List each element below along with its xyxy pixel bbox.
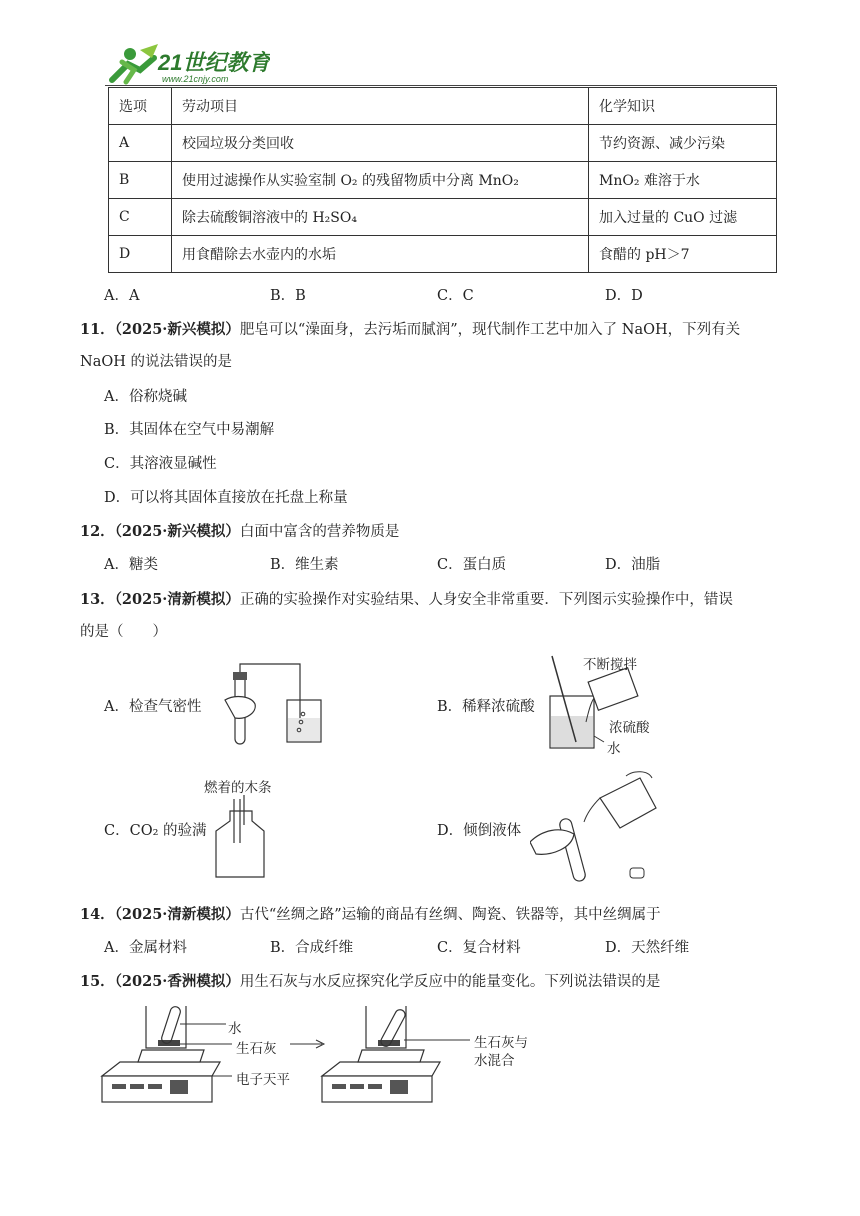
table-row	[109, 236, 777, 273]
question-11-stem-cont: NaOH 的说法错误的是	[80, 354, 232, 370]
choice-b[interactable]: B．B	[270, 288, 306, 304]
question-source: （2025·新兴模拟）	[114, 321, 240, 338]
question-number: 14．	[80, 906, 115, 923]
burning-stick-label: 燃着的木条	[204, 780, 272, 796]
choice-d[interactable]: D．天然纤维	[605, 940, 690, 956]
balance-left	[102, 1005, 220, 1102]
table-cell: A	[109, 125, 172, 162]
question-source: （2025·清新模拟）	[114, 591, 240, 608]
mixed-label-1: 生石灰与	[474, 1035, 528, 1051]
question-source: （2025·香洲模拟）	[114, 973, 240, 990]
choice-d[interactable]: D．油脂	[605, 557, 661, 573]
choice-d[interactable]: D．倾倒液体	[437, 823, 522, 839]
table-header-cell: 选项	[109, 88, 172, 125]
choice-b[interactable]: B．稀释浓硫酸	[437, 699, 535, 715]
question-13-stem	[80, 588, 733, 609]
question-number: 15．	[80, 973, 115, 990]
choice-d[interactable]: D．可以将其固体直接放在托盘上称量	[104, 490, 348, 506]
airtightness-figure	[215, 660, 335, 750]
question-number: 12．	[80, 523, 115, 540]
choice-c[interactable]: C．CO₂ 的验满	[104, 823, 207, 839]
quicklime-label: 生石灰	[236, 1041, 277, 1057]
options-table	[108, 87, 777, 273]
choice-a[interactable]: A．俗称烧碱	[104, 389, 187, 405]
choice-b[interactable]: B．合成纤维	[270, 940, 354, 956]
question-11-stem	[80, 318, 740, 339]
choice-a[interactable]: A．糖类	[104, 557, 158, 573]
question-number: 11．	[80, 321, 115, 338]
table-cell: 用食醋除去水壶内的水垢	[172, 236, 589, 273]
water-label: 水	[607, 741, 621, 757]
question-text: 肥皂可以“澡面身，去污垢而腻润”，现代制作工艺中加入了 NaOH，下列有关	[239, 322, 741, 338]
choice-a[interactable]: A．金属材料	[104, 940, 187, 956]
table-row	[109, 162, 777, 199]
question-14-stem	[80, 903, 661, 924]
header-rule	[105, 85, 777, 86]
stir-label: 不断搅拌	[583, 657, 637, 673]
logo-text: 21世纪教育	[158, 50, 270, 75]
logo	[100, 40, 270, 86]
choice-c[interactable]: C．C	[437, 288, 474, 304]
table-header-cell: 化学知识	[589, 88, 777, 125]
logo-url: www.21cnjy.com	[162, 74, 229, 84]
mixed-label-2: 水混合	[474, 1053, 515, 1069]
table-cell: 加入过量的 CuO 过滤	[589, 199, 777, 236]
choice-d[interactable]: D．D	[605, 288, 643, 304]
question-15-stem	[80, 970, 660, 991]
question-text: 用生石灰与水反应探究化学反应中的能量变化。下列说法错误的是	[239, 974, 661, 990]
table-header-row	[109, 88, 777, 125]
choice-a[interactable]: A．A	[104, 288, 140, 304]
co2-check-figure	[210, 795, 270, 880]
balance-right	[322, 1006, 440, 1102]
question-number: 13．	[80, 591, 115, 608]
question-text: 古代“丝绸之路”运输的商品有丝绸、陶瓷、铁器等，其中丝绸属于	[239, 907, 661, 923]
table-row	[109, 199, 777, 236]
question-text: 白面中富含的营养物质是	[239, 524, 400, 540]
question-12-stem	[80, 520, 399, 541]
balance-label: 电子天平	[236, 1072, 290, 1088]
table-row	[109, 125, 777, 162]
table-cell: 使用过滤操作从实验室制 O₂ 的残留物质中分离 MnO₂	[172, 162, 589, 199]
choice-c[interactable]: C．蛋白质	[437, 557, 507, 573]
table-cell: 除去硫酸铜溶液中的 H₂SO₄	[172, 199, 589, 236]
table-cell: C	[109, 199, 172, 236]
table-cell: 食醋的 pH＞7	[589, 236, 777, 273]
choice-c[interactable]: C．复合材料	[437, 940, 521, 956]
question-source: （2025·清新模拟）	[114, 906, 240, 923]
table-cell: MnO₂ 难溶于水	[589, 162, 777, 199]
pour-liquid-figure	[530, 768, 680, 888]
question-source: （2025·新兴模拟）	[114, 523, 240, 540]
choice-c[interactable]: C．其溶液显碱性	[104, 456, 217, 472]
question-13-stem-cont: 的是（ ）	[80, 624, 167, 640]
table-cell: 节约资源、减少污染	[589, 125, 777, 162]
table-cell: B	[109, 162, 172, 199]
choice-b[interactable]: B．维生素	[270, 557, 339, 573]
choice-b[interactable]: B．其固体在空气中易潮解	[104, 422, 275, 438]
water-label: 水	[228, 1021, 242, 1037]
question-text: 正确的实验操作对实验结果、人身安全非常重要．下列图示实验操作中，错误	[239, 592, 733, 608]
table-header-cell: 劳动项目	[172, 88, 589, 125]
choice-a[interactable]: A．检查气密性	[104, 699, 202, 715]
acid-label: 浓硫酸	[609, 720, 650, 736]
table-cell: 校园垃圾分类回收	[172, 125, 589, 162]
table-cell: D	[109, 236, 172, 273]
